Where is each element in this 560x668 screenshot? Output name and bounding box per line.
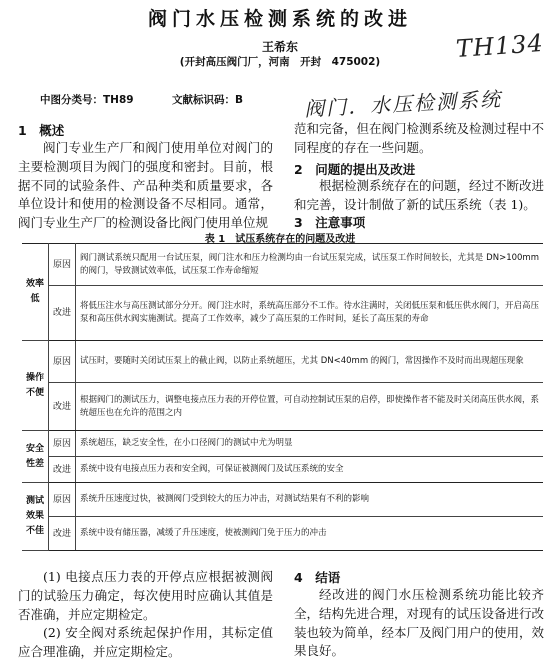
table-cell: 系统升压速度过快，被测阀门受到较大的压力冲击，对测试结果有不利的影响 (76, 483, 544, 517)
subrow-label: 原因 (49, 244, 76, 286)
table-cell: 阀门测试系统只配用一台试压泵，阀门注水和压力检测均由一台试压泵完成，试压泵工作时间较长，尤其是 DN>100mm 的阀门，导致测试效率低，试压泵工作寿命缩短 (76, 244, 544, 286)
table-row (22, 244, 543, 286)
table-row (22, 457, 543, 483)
category-cell: 操作不便 (22, 341, 49, 431)
table-caption: 表 1 试压系统存在的问题及改进 (204, 234, 356, 245)
overview-paragraph: 阀门专业生产厂和阀门使用单位对阀门的主要检测项目为阀门的强度和密封。目前，根据不同的试验条件、产品种类和质量要求，各单位设计和使用的检测设备不尽相同。通常，阀门专业生产厂的检测设备比阀门使用单位规 (18, 140, 273, 231)
subrow-label: 改进 (49, 457, 76, 483)
overview-continuation: 范和完备，但在阀门检测系统及检测过程中不同程度的存在一些问题。 (294, 121, 545, 155)
note-item-1: (1) 电接点压力表的开停点应根据被测阀门的试验压力确定，每次使用时应确认其值是否准确，并应定期检定。 (18, 569, 273, 622)
article-title: 阀门水压检测系统的改进 (147, 8, 412, 30)
table-row (22, 286, 543, 341)
conclusion-paragraph: 经改进的阀门水压检测系统功能比较齐全，结构先进合理，对现有的试压设备进行改装也较为简单，经本厂及阀门用户的使用，效果良好。 (294, 587, 545, 659)
table-cell: 根据阀门的测试压力，调整电接点压力表的开停位置，可自动控制试压泵的启停，即使操作者不能及时关闭高压供水阀，系统超压也在允许的范围之内 (76, 383, 544, 431)
subrow-label: 改进 (49, 383, 76, 431)
heading-notes: 3 注意事项 (294, 215, 366, 230)
handwritten-keyword-note: 阀门．水压检测系统 (303, 86, 503, 122)
table-row (22, 383, 543, 431)
table-cell: 系统超压，缺乏安全性，在小口径阀门的测试中尤为明显 (76, 431, 544, 457)
table-row (22, 341, 543, 383)
table-row (22, 517, 543, 551)
category-cell: 效率低 (22, 244, 49, 341)
category-cell: 测试效果不佳 (22, 483, 49, 551)
problems-table (22, 243, 543, 551)
table-cell: 将低压注水与高压测试部分分开。阀门注水时，系统高压部分不工作。待水注满时，关闭低压泵和低压供水阀门，开启高压泵和高压供水阀实施测试。提高了工作效率，减少了高压泵的工作时间，延长了高压泵的寿命 (76, 286, 544, 341)
author-affiliation: (开封高压阀门厂，河南 开封 475002) (179, 56, 381, 68)
subrow-label: 改进 (49, 286, 76, 341)
subrow-label: 原因 (49, 341, 76, 383)
table-cell: 试压时，要随时关闭试压泵上的截止阀，以防止系统超压，尤其 DN<40mm 的阀门，常因操作不及时而出现超压现象 (76, 341, 544, 383)
subrow-label: 原因 (49, 483, 76, 517)
problems-paragraph: 根据检测系统存在的问题，经过不断改进和完善，设计制做了新的试压系统（表 1)。 (294, 178, 545, 212)
subrow-label: 原因 (49, 431, 76, 457)
clc-number: 中图分类号：TH89 (40, 94, 134, 106)
author-name: 王希东 (261, 40, 298, 54)
subrow-label: 改进 (49, 517, 76, 551)
note-item-2: (2) 安全阀对系统起保护作用，其标定值应合理准确，并应定期检定。 (18, 625, 273, 659)
heading-problems: 2 问题的提出及改进 (294, 162, 416, 177)
handwritten-class-number: TH134 (455, 28, 545, 64)
document-code: 文献标识码：B (172, 94, 244, 106)
heading-overview: 1 概述 (18, 123, 65, 138)
category-cell: 安全性差 (22, 431, 49, 483)
table-row (22, 431, 543, 457)
table-row (22, 483, 543, 517)
table-cell: 系统中设有储压器，减缓了升压速度，使被测阀门免于压力的冲击 (76, 517, 544, 551)
table-cell: 系统中设有电接点压力表和安全阀，可保证被测阀门及试压系统的安全 (76, 457, 544, 483)
heading-conclusion: 4 结语 (294, 570, 341, 585)
